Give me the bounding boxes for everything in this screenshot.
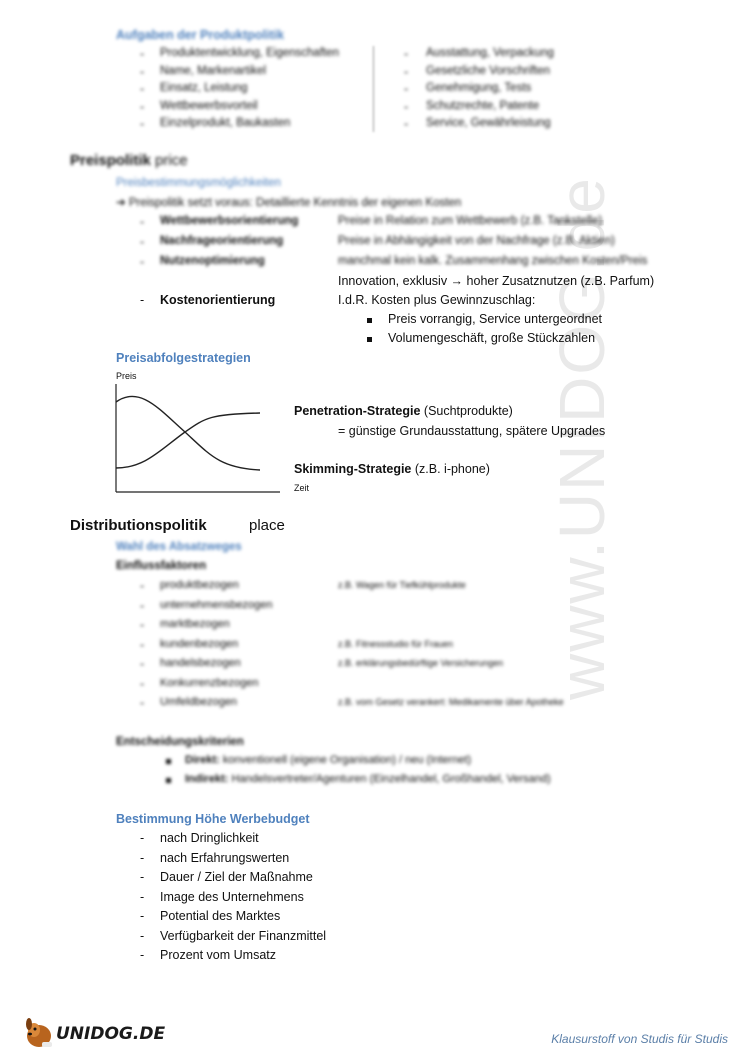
einfluss-item-note: z.B. Wagen für Tiefkühlprodukte <box>338 580 466 590</box>
entscheidung-label: Direkt: <box>185 754 220 766</box>
produkt-right-item: Service, Gewährleistung <box>426 117 551 129</box>
kosten-bullet-1: Preis vorrangig, Service untergeordnet <box>388 312 603 326</box>
einfluss-item-note: z.B. vom Gesetz verankert: Medikamente über Apotheke <box>338 697 564 707</box>
werbebudget-item: nach Dringlichkeit <box>160 831 259 845</box>
column-divider <box>373 46 374 132</box>
einfluss-item-label: produktbezogen <box>160 579 239 591</box>
list-dash: - <box>140 579 145 593</box>
produkt-left-item: Produktentwicklung, Eigenschaften <box>160 47 339 59</box>
list-dash: - <box>140 215 145 229</box>
entscheidung-item <box>185 773 551 785</box>
list-dash: - <box>140 657 145 671</box>
list-dash: - <box>404 82 409 96</box>
chart-y-label: Preis <box>116 371 137 381</box>
preis-title: Preispolitik price <box>70 152 188 169</box>
list-dash: - <box>404 117 409 131</box>
distribution-title-en: place <box>249 517 285 534</box>
preis-row-desc: Preise in Relation zum Wettbewerb (z.B. Tankstelle) <box>338 215 603 227</box>
list-dash: - <box>140 64 145 79</box>
produkt-right-item: Genehmigung, Tests <box>426 82 532 94</box>
preis-subheading: Preisbestimmungsmöglichkeiten <box>116 177 281 189</box>
einfluss-heading: Einflussfaktoren <box>116 560 207 572</box>
list-dash: - <box>140 598 145 613</box>
list-dash: - <box>140 676 145 691</box>
distribution-title: Distributionspolitik <box>70 517 207 534</box>
einfluss-item-label: kundenbezogen <box>160 637 239 650</box>
penetration-text: Penetration-Strategie (Suchtprodukte) <box>294 404 513 418</box>
skimming-curve <box>116 396 260 470</box>
skimming-text: Skimming-Strategie (z.B. i-phone) <box>294 462 490 476</box>
einfluss-item-label: Umfeldbezogen <box>160 696 238 708</box>
footer-tagline: Klausurstoff von Studis für Studis <box>551 1032 728 1046</box>
list-dash: - <box>140 909 145 923</box>
nutzen-extra: Innovation, exklusiv → hoher Zusatznutzen (z.B. Parfum) <box>338 274 655 288</box>
list-dash: - <box>140 117 145 131</box>
penetration-desc: = günstige Grundausstattung, spätere Upgrades <box>338 424 606 438</box>
chart-x-label: Zeit <box>294 483 310 493</box>
unidog-logo[interactable]: UNIDOG.DE <box>56 1024 166 1044</box>
kosten-dash: - <box>140 293 145 307</box>
einfluss-item-label: marktbezogen <box>160 618 230 630</box>
list-dash: - <box>404 47 409 61</box>
werbebudget-heading: Bestimmung Höhe Werbebudget <box>116 812 310 826</box>
produkt-left-item: Wettbewerbsvorteil <box>160 99 258 112</box>
list-dash: - <box>140 850 145 865</box>
watermark: www.UNIDOG.de <box>546 176 618 700</box>
einfluss-item-note: z.B. Fitnessstudio für Frauen <box>338 638 454 649</box>
preis-row-label: Nachfrageorientierung <box>160 235 284 247</box>
preis-row-label: Wettbewerbsorientierung <box>160 215 299 227</box>
preis-row-label: Nutzenoptimierung <box>160 255 265 267</box>
list-dash: - <box>140 637 145 652</box>
list-dash: - <box>140 255 145 269</box>
list-dash: - <box>140 831 145 845</box>
werbebudget-item: Verfügbarkeit der Finanzmittel <box>160 928 327 943</box>
list-dash: - <box>140 618 145 632</box>
list-dash: - <box>140 82 145 96</box>
einfluss-item-label: handelsbezogen <box>160 657 241 669</box>
abfolge-heading: Preisabfolgestrategien <box>116 351 251 365</box>
produkt-heading: Aufgaben der Produktpolitik <box>116 28 285 42</box>
entscheidung-heading: Entscheidungskriterien <box>116 736 244 748</box>
produkt-right-item: Schutzrechte, Patente <box>426 99 540 112</box>
preis-intro: ➔ Preispolitik setzt voraus: Detaillierte Kenntnis der eigenen Kosten <box>116 197 462 209</box>
werbebudget-item: Prozent vom Umsatz <box>160 948 277 962</box>
entscheidung-desc: konventionell (eigene Organisation) / neu (Internet) <box>222 754 472 766</box>
einfluss-item-label: Konkurrenzbezogen <box>160 676 259 689</box>
preis-row-desc: manchmal kein kalk. Zusammenhang zwischen Kosten/Preis <box>338 255 648 267</box>
bullet-icon <box>367 318 372 323</box>
kosten-bullet-2: Volumengeschäft, große Stückzahlen <box>388 331 596 345</box>
werbebudget-item: Dauer / Ziel der Maßnahme <box>160 870 313 884</box>
bullet-icon <box>367 337 372 342</box>
produkt-left-item: Name, Markenartikel <box>160 64 267 77</box>
entscheidung-label: Indirekt: <box>185 773 229 785</box>
penetration-curve <box>116 413 260 468</box>
entscheidung-item <box>185 754 471 766</box>
werbebudget-item: Image des Unternehmens <box>160 889 304 904</box>
preis-row-desc: Preise in Abhängigkeit von der Nachfrage (z.B. Aktien) <box>338 235 615 247</box>
list-dash: - <box>140 928 145 943</box>
werbebudget-item: Potential des Marktes <box>160 909 281 923</box>
list-dash: - <box>140 870 145 884</box>
list-dash: - <box>140 99 145 114</box>
einfluss-item-label: unternehmensbezogen <box>160 598 273 611</box>
einfluss-item-note: z.B. erklärungsbedürftige Versicherungen <box>338 658 504 668</box>
werbebudget-item: nach Erfahrungswerten <box>160 850 290 865</box>
entscheidung-desc: Handelsvertreter/Agenturen (Einzelhandel, Großhandel, Versand) <box>231 773 551 785</box>
list-dash: - <box>404 64 409 79</box>
list-dash: - <box>140 889 145 904</box>
dog-logo-icon <box>22 1014 56 1050</box>
produkt-left-item: Einzelprodukt, Baukasten <box>160 117 291 129</box>
bullet-icon <box>166 759 171 764</box>
bullet-icon <box>166 778 171 783</box>
distribution-subheading: Wahl des Absatzweges <box>116 541 242 553</box>
list-dash: - <box>404 99 409 114</box>
price-strategy-chart <box>110 380 290 495</box>
list-dash: - <box>140 47 145 61</box>
produkt-right-item: Gesetzliche Vorschriften <box>426 64 551 77</box>
produkt-right-item: Ausstattung, Verpackung <box>426 47 554 59</box>
kosten-label: Kostenorientierung <box>160 293 276 307</box>
list-dash: - <box>140 235 145 249</box>
kosten-desc: I.d.R. Kosten plus Gewinnzuschlag: <box>338 293 536 307</box>
list-dash: - <box>140 696 145 710</box>
list-dash: - <box>140 948 145 962</box>
produkt-left-item: Einsatz, Leistung <box>160 82 248 94</box>
